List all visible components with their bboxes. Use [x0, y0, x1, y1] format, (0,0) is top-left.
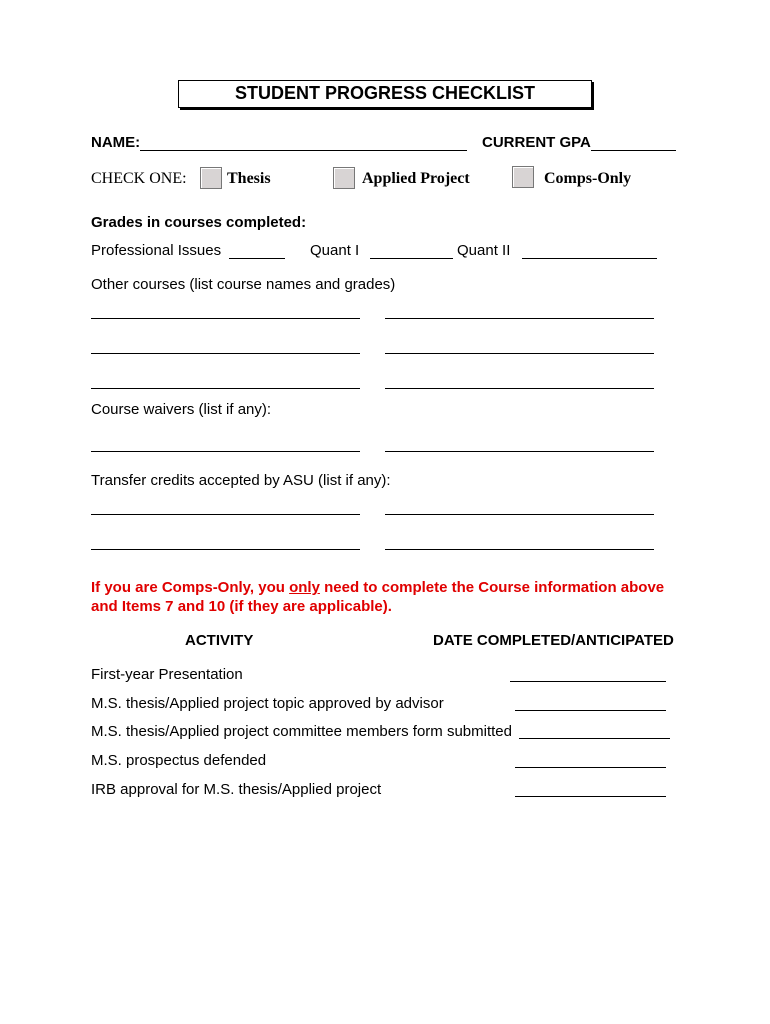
transfer-credit-field[interactable] — [91, 514, 360, 515]
name-label: NAME: — [91, 134, 141, 151]
quant-1-label: Quant I — [310, 242, 360, 259]
transfer-credit-field[interactable] — [385, 514, 654, 515]
other-course-field[interactable] — [91, 353, 360, 354]
thesis-option-label: Thesis — [227, 170, 271, 187]
other-course-field[interactable] — [385, 353, 654, 354]
comps-only-option-label: Comps-Only — [544, 170, 632, 187]
date-header: DATE COMPLETED/ANTICIPATED — [433, 632, 674, 649]
thesis-checkbox[interactable] — [200, 167, 222, 189]
activity-item: IRB approval for M.S. thesis/Applied project — [91, 781, 382, 798]
transfer-credit-field[interactable] — [91, 549, 360, 550]
activity-date-field[interactable] — [515, 796, 666, 797]
quant-1-field[interactable] — [370, 258, 453, 259]
course-waiver-field[interactable] — [91, 451, 360, 452]
quant-2-field[interactable] — [522, 258, 657, 259]
quant-2-label: Quant II — [457, 242, 511, 259]
professional-issues-label: Professional Issues — [91, 242, 222, 259]
course-waivers-label: Course waivers (list if any): — [91, 401, 272, 418]
comps-only-notice-line-1: If you are Comps-Only, you only need to complete the Course information above — [91, 579, 665, 596]
gpa-field[interactable] — [591, 150, 676, 151]
comps-only-notice-line-2: and Items 7 and 10 (if they are applicable). — [91, 598, 392, 615]
transfer-credit-field[interactable] — [385, 549, 654, 550]
page-title: STUDENT PROGRESS CHECKLIST — [234, 83, 536, 103]
activity-item: M.S. prospectus defended — [91, 752, 267, 769]
course-waiver-field[interactable] — [385, 451, 654, 452]
professional-issues-field[interactable] — [229, 258, 285, 259]
activity-date-field[interactable] — [515, 710, 666, 711]
applied-project-checkbox[interactable] — [333, 167, 355, 189]
other-course-field[interactable] — [91, 318, 360, 319]
activity-date-field[interactable] — [519, 738, 670, 739]
check-one-label: CHECK ONE: — [91, 170, 187, 187]
activity-item: M.S. thesis/Applied project topic approved by advisor — [91, 695, 444, 712]
other-course-field[interactable] — [385, 318, 654, 319]
comps-only-checkbox[interactable] — [512, 166, 534, 188]
activity-date-field[interactable] — [510, 681, 666, 682]
other-courses-label: Other courses (list course names and grades) — [91, 276, 396, 293]
other-course-field[interactable] — [91, 388, 360, 389]
activity-item: First-year Presentation — [91, 666, 243, 683]
name-field[interactable] — [140, 150, 467, 151]
applied-project-option-label: Applied Project — [362, 170, 470, 187]
gpa-label: CURRENT GPA — [482, 134, 591, 151]
transfer-credits-label: Transfer credits accepted by ASU (list if any): — [91, 472, 391, 489]
notice-emphasis: only — [289, 579, 320, 596]
grades-heading: Grades in courses completed: — [91, 214, 307, 231]
other-course-field[interactable] — [385, 388, 654, 389]
activity-item: M.S. thesis/Applied project committee members form submitted — [91, 723, 512, 740]
activity-date-field[interactable] — [515, 767, 666, 768]
activity-header: ACTIVITY — [185, 632, 254, 649]
